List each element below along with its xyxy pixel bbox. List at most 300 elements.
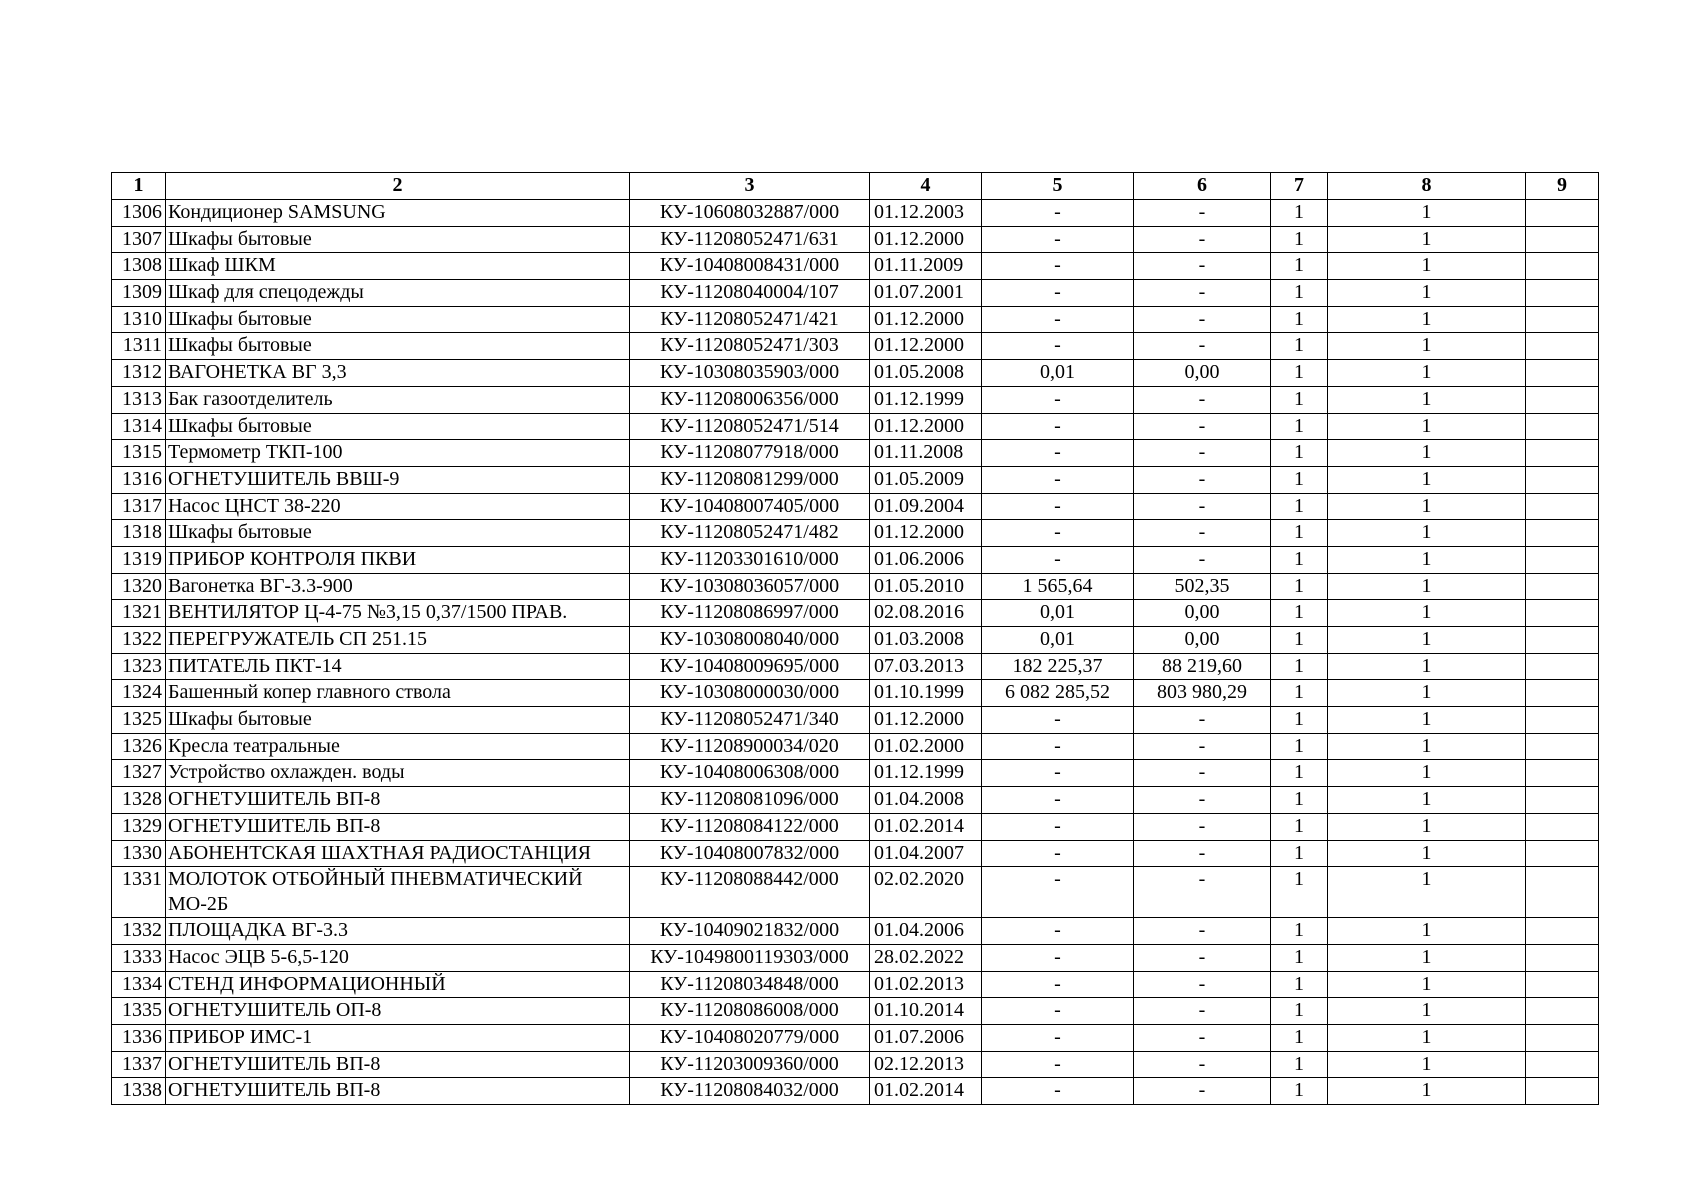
value-col5-cell: - bbox=[982, 386, 1134, 413]
row-number-cell: 1332 bbox=[112, 918, 166, 945]
item-name-cell: ПРИБОР КОНТРОЛЯ ПКВИ bbox=[166, 546, 630, 573]
row-number-cell: 1321 bbox=[112, 600, 166, 627]
value-col6-cell: 0,00 bbox=[1134, 600, 1271, 627]
date-cell: 01.12.1999 bbox=[870, 386, 982, 413]
item-name-cell: Шкаф ШКМ bbox=[166, 253, 630, 280]
value-col9-cell bbox=[1526, 1078, 1599, 1105]
value-col5-cell: - bbox=[982, 867, 1134, 918]
value-col5-cell: 182 225,37 bbox=[982, 653, 1134, 680]
value-col9-cell bbox=[1526, 360, 1599, 387]
inventory-number-cell: КУ-10408009695/000 bbox=[630, 653, 870, 680]
value-col7-cell: 1 bbox=[1271, 466, 1328, 493]
value-col7-cell: 1 bbox=[1271, 680, 1328, 707]
date-cell: 01.10.2014 bbox=[870, 998, 982, 1025]
row-number-cell: 1317 bbox=[112, 493, 166, 520]
column-header-6: 6 bbox=[1134, 173, 1271, 200]
date-cell: 01.12.1999 bbox=[870, 760, 982, 787]
item-name-cell: ОГНЕТУШИТЕЛЬ ОП-8 bbox=[166, 998, 630, 1025]
value-col7-cell: 1 bbox=[1271, 386, 1328, 413]
value-col6-cell: - bbox=[1134, 440, 1271, 467]
value-col6-cell: - bbox=[1134, 386, 1271, 413]
inventory-number-cell: КУ-10308008040/000 bbox=[630, 627, 870, 654]
inventory-number-cell: КУ-11208006356/000 bbox=[630, 386, 870, 413]
value-col7-cell: 1 bbox=[1271, 493, 1328, 520]
table-row bbox=[112, 944, 1599, 971]
row-number-cell: 1336 bbox=[112, 1024, 166, 1051]
value-col8-cell: 1 bbox=[1328, 840, 1526, 867]
value-col7-cell: 1 bbox=[1271, 653, 1328, 680]
value-col7-cell: 1 bbox=[1271, 918, 1328, 945]
value-col5-cell: 0,01 bbox=[982, 627, 1134, 654]
inventory-number-cell: КУ-104980011930З/000 bbox=[630, 944, 870, 971]
value-col8-cell: 1 bbox=[1328, 813, 1526, 840]
value-col8-cell: 1 bbox=[1328, 333, 1526, 360]
date-cell: 01.12.2000 bbox=[870, 413, 982, 440]
item-name-cell: ОГНЕТУШИТЕЛЬ ВП-8 bbox=[166, 1051, 630, 1078]
row-number-cell: 1333 bbox=[112, 944, 166, 971]
value-col5-cell: - bbox=[982, 226, 1134, 253]
row-number-cell: 1318 bbox=[112, 520, 166, 547]
value-col9-cell bbox=[1526, 306, 1599, 333]
value-col6-cell: - bbox=[1134, 1024, 1271, 1051]
table-row bbox=[112, 918, 1599, 945]
value-col8-cell: 1 bbox=[1328, 600, 1526, 627]
value-col7-cell: 1 bbox=[1271, 333, 1328, 360]
table-row bbox=[112, 1024, 1599, 1051]
table-row bbox=[112, 493, 1599, 520]
value-col7-cell: 1 bbox=[1271, 200, 1328, 227]
value-col6-cell: - bbox=[1134, 867, 1271, 918]
row-number-cell: 1313 bbox=[112, 386, 166, 413]
date-cell: 01.06.2006 bbox=[870, 546, 982, 573]
item-name-cell: СТЕНД ИНФОРМАЦИОННЫЙ bbox=[166, 971, 630, 998]
value-col8-cell: 1 bbox=[1328, 787, 1526, 814]
table-row bbox=[112, 733, 1599, 760]
value-col9-cell bbox=[1526, 440, 1599, 467]
value-col5-cell: - bbox=[982, 253, 1134, 280]
inventory-number-cell: КУ-11208052471/303 bbox=[630, 333, 870, 360]
value-col8-cell: 1 bbox=[1328, 360, 1526, 387]
value-col8-cell: 1 bbox=[1328, 760, 1526, 787]
value-col9-cell bbox=[1526, 971, 1599, 998]
date-cell: 28.02.2022 bbox=[870, 944, 982, 971]
item-name-cell: Вагонетка ВГ-3.3-900 bbox=[166, 573, 630, 600]
value-col7-cell: 1 bbox=[1271, 1078, 1328, 1105]
date-cell: 01.04.2006 bbox=[870, 918, 982, 945]
inventory-number-cell: КУ-11208900034/020 bbox=[630, 733, 870, 760]
value-col8-cell: 1 bbox=[1328, 253, 1526, 280]
value-col9-cell bbox=[1526, 707, 1599, 734]
value-col5-cell: - bbox=[982, 520, 1134, 547]
inventory-number-cell: КУ-11208084122/000 bbox=[630, 813, 870, 840]
table-row bbox=[112, 998, 1599, 1025]
value-col6-cell: - bbox=[1134, 333, 1271, 360]
inventory-number-cell: КУ-11208077918/000 bbox=[630, 440, 870, 467]
value-col5-cell: - bbox=[982, 918, 1134, 945]
inventory-table bbox=[111, 172, 1599, 1105]
row-number-cell: 1320 bbox=[112, 573, 166, 600]
table-row bbox=[112, 466, 1599, 493]
row-number-cell: 1324 bbox=[112, 680, 166, 707]
date-cell: 07.03.2013 bbox=[870, 653, 982, 680]
item-name-cell: Насос ЦНСТ 38-220 bbox=[166, 493, 630, 520]
table-row bbox=[112, 333, 1599, 360]
inventory-number-cell: КУ-10408006308/000 bbox=[630, 760, 870, 787]
value-col6-cell: - bbox=[1134, 944, 1271, 971]
inventory-number-cell: КУ-10408007832/000 bbox=[630, 840, 870, 867]
value-col5-cell: 0,01 bbox=[982, 600, 1134, 627]
row-number-cell: 1335 bbox=[112, 998, 166, 1025]
row-number-cell: 1312 bbox=[112, 360, 166, 387]
inventory-number-cell: КУ-11203301610/000 bbox=[630, 546, 870, 573]
table-row bbox=[112, 653, 1599, 680]
item-name-cell: ВАГОНЕТКА ВГ 3,3 bbox=[166, 360, 630, 387]
value-col5-cell: - bbox=[982, 493, 1134, 520]
value-col5-cell: - bbox=[982, 440, 1134, 467]
date-cell: 01.11.2008 bbox=[870, 440, 982, 467]
value-col5-cell: - bbox=[982, 1078, 1134, 1105]
inventory-sheet bbox=[111, 172, 1599, 1105]
row-number-cell: 1326 bbox=[112, 733, 166, 760]
value-col8-cell: 1 bbox=[1328, 1024, 1526, 1051]
date-cell: 01.12.2000 bbox=[870, 520, 982, 547]
value-col5-cell: 6 082 285,52 bbox=[982, 680, 1134, 707]
inventory-number-cell: КУ-10608032887/000 bbox=[630, 200, 870, 227]
value-col8-cell: 1 bbox=[1328, 280, 1526, 307]
inventory-number-cell: КУ-11203009360/000 bbox=[630, 1051, 870, 1078]
value-col9-cell bbox=[1526, 600, 1599, 627]
value-col8-cell: 1 bbox=[1328, 546, 1526, 573]
inventory-number-cell: КУ-10409021832/000 bbox=[630, 918, 870, 945]
value-col7-cell: 1 bbox=[1271, 867, 1328, 918]
row-number-cell: 1328 bbox=[112, 787, 166, 814]
inventory-number-cell: КУ-10308036057/000 bbox=[630, 573, 870, 600]
column-header-7: 7 bbox=[1271, 173, 1328, 200]
value-col6-cell: 502,35 bbox=[1134, 573, 1271, 600]
item-name-cell: Шкафы бытовые bbox=[166, 413, 630, 440]
value-col8-cell: 1 bbox=[1328, 573, 1526, 600]
date-cell: 01.04.2007 bbox=[870, 840, 982, 867]
column-header-4: 4 bbox=[870, 173, 982, 200]
value-col8-cell: 1 bbox=[1328, 653, 1526, 680]
value-col7-cell: 1 bbox=[1271, 546, 1328, 573]
date-cell: 01.12.2000 bbox=[870, 306, 982, 333]
value-col5-cell: - bbox=[982, 546, 1134, 573]
item-name-cell: МОЛОТОК ОТБОЙНЫЙ ПНЕВМАТИЧЕСКИЙ МО-2Б bbox=[166, 867, 630, 918]
inventory-number-cell: КУ-11208084032/000 bbox=[630, 1078, 870, 1105]
value-col7-cell: 1 bbox=[1271, 226, 1328, 253]
value-col9-cell bbox=[1526, 680, 1599, 707]
value-col9-cell bbox=[1526, 733, 1599, 760]
inventory-number-cell: КУ-11208052471/631 bbox=[630, 226, 870, 253]
value-col9-cell bbox=[1526, 867, 1599, 918]
column-header-9: 9 bbox=[1526, 173, 1599, 200]
column-header-8: 8 bbox=[1328, 173, 1526, 200]
table-row bbox=[112, 200, 1599, 227]
row-number-cell: 1308 bbox=[112, 253, 166, 280]
inventory-number-cell: КУ-10408020779/000 bbox=[630, 1024, 870, 1051]
table-row bbox=[112, 600, 1599, 627]
value-col7-cell: 1 bbox=[1271, 627, 1328, 654]
value-col6-cell: 0,00 bbox=[1134, 360, 1271, 387]
row-number-cell: 1327 bbox=[112, 760, 166, 787]
inventory-number-cell: КУ-10308035903/000 bbox=[630, 360, 870, 387]
value-col7-cell: 1 bbox=[1271, 573, 1328, 600]
date-cell: 01.05.2008 bbox=[870, 360, 982, 387]
date-cell: 02.02.2020 bbox=[870, 867, 982, 918]
value-col5-cell: - bbox=[982, 840, 1134, 867]
value-col9-cell bbox=[1526, 546, 1599, 573]
value-col8-cell: 1 bbox=[1328, 998, 1526, 1025]
date-cell: 01.07.2001 bbox=[870, 280, 982, 307]
value-col9-cell bbox=[1526, 653, 1599, 680]
value-col8-cell: 1 bbox=[1328, 971, 1526, 998]
date-cell: 02.08.2016 bbox=[870, 600, 982, 627]
item-name-cell: Термометр ТКП-100 bbox=[166, 440, 630, 467]
item-name-cell: Шкафы бытовые bbox=[166, 520, 630, 547]
table-row bbox=[112, 680, 1599, 707]
date-cell: 01.05.2009 bbox=[870, 466, 982, 493]
table-row bbox=[112, 760, 1599, 787]
row-number-cell: 1331 bbox=[112, 867, 166, 918]
value-col9-cell bbox=[1526, 573, 1599, 600]
value-col6-cell: - bbox=[1134, 466, 1271, 493]
inventory-number-cell: КУ-11208052471/514 bbox=[630, 413, 870, 440]
inventory-number-cell: КУ-10408008431/000 bbox=[630, 253, 870, 280]
row-number-cell: 1325 bbox=[112, 707, 166, 734]
value-col9-cell bbox=[1526, 226, 1599, 253]
value-col8-cell: 1 bbox=[1328, 466, 1526, 493]
value-col8-cell: 1 bbox=[1328, 413, 1526, 440]
value-col9-cell bbox=[1526, 787, 1599, 814]
value-col9-cell bbox=[1526, 813, 1599, 840]
value-col8-cell: 1 bbox=[1328, 200, 1526, 227]
value-col6-cell: - bbox=[1134, 493, 1271, 520]
row-number-cell: 1315 bbox=[112, 440, 166, 467]
value-col7-cell: 1 bbox=[1271, 787, 1328, 814]
date-cell: 02.12.2013 bbox=[870, 1051, 982, 1078]
row-number-cell: 1311 bbox=[112, 333, 166, 360]
value-col8-cell: 1 bbox=[1328, 867, 1526, 918]
value-col5-cell: - bbox=[982, 787, 1134, 814]
inventory-number-cell: КУ-11208081096/000 bbox=[630, 787, 870, 814]
date-cell: 01.02.2014 bbox=[870, 1078, 982, 1105]
item-name-cell: Устройство охлажден. воды bbox=[166, 760, 630, 787]
value-col6-cell: - bbox=[1134, 998, 1271, 1025]
value-col9-cell bbox=[1526, 998, 1599, 1025]
item-name-cell: ОГНЕТУШИТЕЛЬ ВП-8 bbox=[166, 1078, 630, 1105]
value-col6-cell: - bbox=[1134, 971, 1271, 998]
item-name-cell: ВЕНТИЛЯТОР Ц-4-75 №3,15 0,37/1500 ПРАВ. bbox=[166, 600, 630, 627]
value-col6-cell: - bbox=[1134, 1051, 1271, 1078]
value-col5-cell: - bbox=[982, 944, 1134, 971]
inventory-number-cell: КУ-11208086997/000 bbox=[630, 600, 870, 627]
value-col7-cell: 1 bbox=[1271, 760, 1328, 787]
value-col7-cell: 1 bbox=[1271, 971, 1328, 998]
date-cell: 01.12.2000 bbox=[870, 226, 982, 253]
value-col8-cell: 1 bbox=[1328, 1078, 1526, 1105]
value-col6-cell: - bbox=[1134, 918, 1271, 945]
table-row bbox=[112, 386, 1599, 413]
value-col8-cell: 1 bbox=[1328, 707, 1526, 734]
value-col9-cell bbox=[1526, 840, 1599, 867]
value-col5-cell: 1 565,64 bbox=[982, 573, 1134, 600]
value-col6-cell: - bbox=[1134, 280, 1271, 307]
column-header-1: 1 bbox=[112, 173, 166, 200]
value-col5-cell: - bbox=[982, 760, 1134, 787]
date-cell: 01.12.2003 bbox=[870, 200, 982, 227]
date-cell: 01.02.2013 bbox=[870, 971, 982, 998]
value-col7-cell: 1 bbox=[1271, 840, 1328, 867]
value-col8-cell: 1 bbox=[1328, 520, 1526, 547]
date-cell: 01.02.2014 bbox=[870, 813, 982, 840]
value-col7-cell: 1 bbox=[1271, 600, 1328, 627]
value-col5-cell: 0,01 bbox=[982, 360, 1134, 387]
inventory-number-cell: КУ-11208088442/000 bbox=[630, 867, 870, 918]
item-name-cell: Башенный копер главного ствола bbox=[166, 680, 630, 707]
value-col6-cell: - bbox=[1134, 413, 1271, 440]
table-row bbox=[112, 226, 1599, 253]
value-col9-cell bbox=[1526, 944, 1599, 971]
row-number-cell: 1310 bbox=[112, 306, 166, 333]
row-number-cell: 1319 bbox=[112, 546, 166, 573]
table-row bbox=[112, 253, 1599, 280]
table-row bbox=[112, 787, 1599, 814]
value-col7-cell: 1 bbox=[1271, 944, 1328, 971]
inventory-number-cell: КУ-11208034848/000 bbox=[630, 971, 870, 998]
inventory-number-cell: КУ-11208052471/421 bbox=[630, 306, 870, 333]
column-header-5: 5 bbox=[982, 173, 1134, 200]
item-name-cell: Насос ЭЦВ 5-6,5-120 bbox=[166, 944, 630, 971]
inventory-number-cell: КУ-11208052471/482 bbox=[630, 520, 870, 547]
value-col6-cell: - bbox=[1134, 707, 1271, 734]
table-row bbox=[112, 280, 1599, 307]
row-number-cell: 1316 bbox=[112, 466, 166, 493]
value-col7-cell: 1 bbox=[1271, 413, 1328, 440]
value-col6-cell: - bbox=[1134, 760, 1271, 787]
row-number-cell: 1307 bbox=[112, 226, 166, 253]
value-col7-cell: 1 bbox=[1271, 440, 1328, 467]
table-row bbox=[112, 971, 1599, 998]
header-row bbox=[112, 173, 1599, 200]
date-cell: 01.05.2010 bbox=[870, 573, 982, 600]
row-number-cell: 1337 bbox=[112, 1051, 166, 1078]
row-number-cell: 1330 bbox=[112, 840, 166, 867]
value-col6-cell: - bbox=[1134, 200, 1271, 227]
value-col6-cell: - bbox=[1134, 546, 1271, 573]
value-col9-cell bbox=[1526, 1024, 1599, 1051]
value-col8-cell: 1 bbox=[1328, 226, 1526, 253]
value-col7-cell: 1 bbox=[1271, 360, 1328, 387]
inventory-number-cell: КУ-11208040004/107 bbox=[630, 280, 870, 307]
inventory-number-cell: КУ-11208052471/340 bbox=[630, 707, 870, 734]
item-name-cell: ОГНЕТУШИТЕЛЬ ВП-8 bbox=[166, 787, 630, 814]
value-col7-cell: 1 bbox=[1271, 998, 1328, 1025]
value-col9-cell bbox=[1526, 493, 1599, 520]
row-number-cell: 1329 bbox=[112, 813, 166, 840]
column-header-2: 2 bbox=[166, 173, 630, 200]
row-number-cell: 1314 bbox=[112, 413, 166, 440]
table-row bbox=[112, 413, 1599, 440]
item-name-cell: Кондиционер SAMSUNG bbox=[166, 200, 630, 227]
table-row bbox=[112, 813, 1599, 840]
row-number-cell: 1322 bbox=[112, 627, 166, 654]
item-name-cell: ОГНЕТУШИТЕЛЬ ВП-8 bbox=[166, 813, 630, 840]
value-col8-cell: 1 bbox=[1328, 386, 1526, 413]
value-col6-cell: - bbox=[1134, 813, 1271, 840]
table-row bbox=[112, 306, 1599, 333]
item-name-cell: АБОНЕНТСКАЯ ШАХТНАЯ РАДИОСТАНЦИЯ bbox=[166, 840, 630, 867]
row-number-cell: 1323 bbox=[112, 653, 166, 680]
value-col5-cell: - bbox=[982, 733, 1134, 760]
value-col6-cell: - bbox=[1134, 306, 1271, 333]
inventory-number-cell: КУ-10408007405/000 bbox=[630, 493, 870, 520]
date-cell: 01.12.2000 bbox=[870, 333, 982, 360]
value-col6-cell: 88 219,60 bbox=[1134, 653, 1271, 680]
value-col8-cell: 1 bbox=[1328, 440, 1526, 467]
value-col7-cell: 1 bbox=[1271, 733, 1328, 760]
value-col9-cell bbox=[1526, 918, 1599, 945]
table-body bbox=[112, 200, 1599, 1105]
value-col9-cell bbox=[1526, 466, 1599, 493]
table-row bbox=[112, 546, 1599, 573]
value-col6-cell: - bbox=[1134, 1078, 1271, 1105]
table-row bbox=[112, 840, 1599, 867]
value-col7-cell: 1 bbox=[1271, 306, 1328, 333]
table-row bbox=[112, 573, 1599, 600]
value-col8-cell: 1 bbox=[1328, 733, 1526, 760]
value-col6-cell: - bbox=[1134, 840, 1271, 867]
value-col6-cell: 0,00 bbox=[1134, 627, 1271, 654]
date-cell: 01.04.2008 bbox=[870, 787, 982, 814]
row-number-cell: 1334 bbox=[112, 971, 166, 998]
item-name-cell: Шкафы бытовые bbox=[166, 226, 630, 253]
value-col8-cell: 1 bbox=[1328, 306, 1526, 333]
value-col5-cell: - bbox=[982, 200, 1134, 227]
value-col9-cell bbox=[1526, 413, 1599, 440]
value-col9-cell bbox=[1526, 520, 1599, 547]
value-col7-cell: 1 bbox=[1271, 813, 1328, 840]
table-row bbox=[112, 867, 1599, 918]
value-col9-cell bbox=[1526, 760, 1599, 787]
item-name-cell: Бак газоотделитель bbox=[166, 386, 630, 413]
inventory-number-cell: КУ-11208086008/000 bbox=[630, 998, 870, 1025]
row-number-cell: 1309 bbox=[112, 280, 166, 307]
date-cell: 01.10.1999 bbox=[870, 680, 982, 707]
value-col8-cell: 1 bbox=[1328, 1051, 1526, 1078]
value-col9-cell bbox=[1526, 333, 1599, 360]
value-col5-cell: - bbox=[982, 1051, 1134, 1078]
table-row bbox=[112, 440, 1599, 467]
value-col8-cell: 1 bbox=[1328, 493, 1526, 520]
value-col5-cell: - bbox=[982, 333, 1134, 360]
date-cell: 01.12.2000 bbox=[870, 707, 982, 734]
value-col9-cell bbox=[1526, 253, 1599, 280]
item-name-cell: Кресла театральные bbox=[166, 733, 630, 760]
value-col6-cell: - bbox=[1134, 253, 1271, 280]
date-cell: 01.09.2004 bbox=[870, 493, 982, 520]
date-cell: 01.07.2006 bbox=[870, 1024, 982, 1051]
value-col5-cell: - bbox=[982, 707, 1134, 734]
value-col9-cell bbox=[1526, 200, 1599, 227]
value-col5-cell: - bbox=[982, 306, 1134, 333]
value-col8-cell: 1 bbox=[1328, 918, 1526, 945]
value-col5-cell: - bbox=[982, 813, 1134, 840]
date-cell: 01.11.2009 bbox=[870, 253, 982, 280]
value-col7-cell: 1 bbox=[1271, 1024, 1328, 1051]
table-row bbox=[112, 360, 1599, 387]
table-row bbox=[112, 520, 1599, 547]
